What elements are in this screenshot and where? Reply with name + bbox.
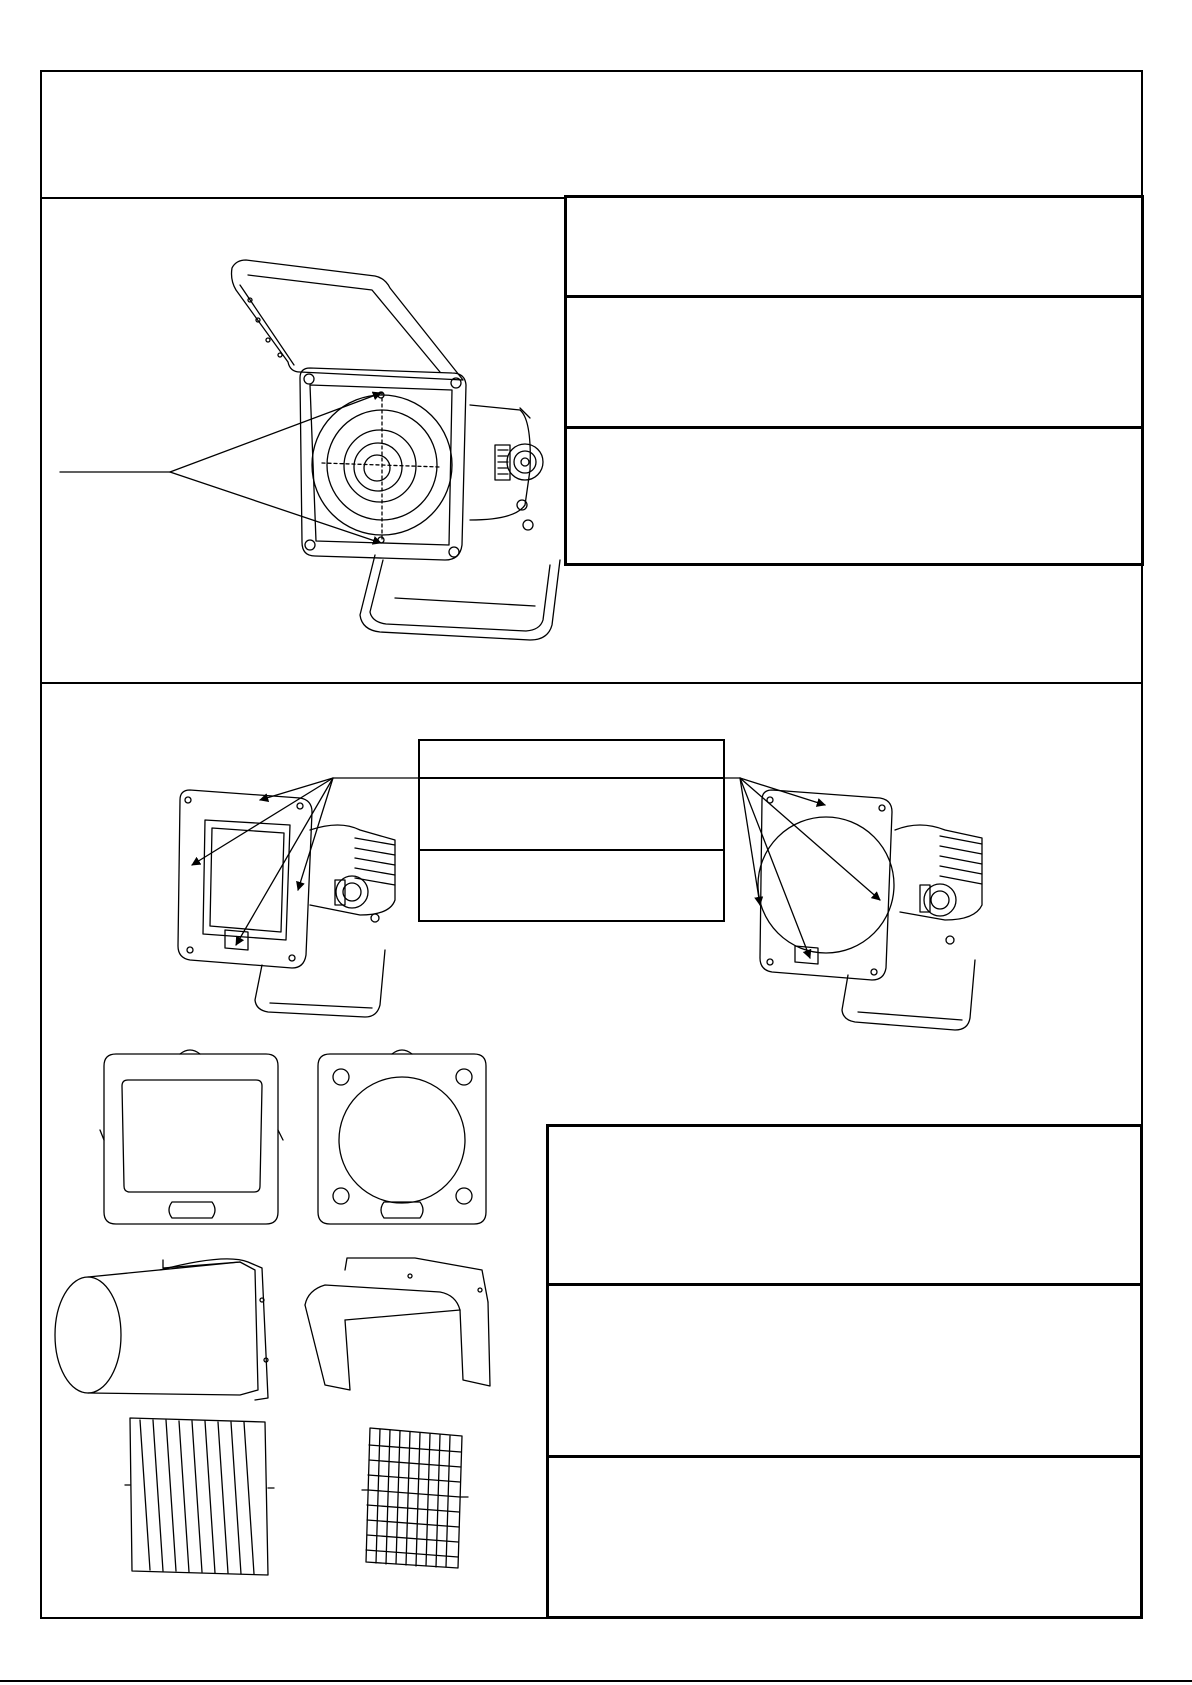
- accessory-hood: [305, 1258, 490, 1390]
- bottom-left-arrow-3: [298, 778, 333, 890]
- accessory-frame-round: [318, 1050, 486, 1224]
- accessory-snoot: [55, 1259, 268, 1400]
- bottom-right-arrow-1: [740, 778, 825, 805]
- accessory-frame-square: [100, 1050, 283, 1224]
- bottom-left-floodlight-illustration: [178, 790, 395, 1017]
- accessory-grid: [362, 1428, 468, 1568]
- accessory-louvers: [125, 1418, 274, 1575]
- top-callout-arrow-1: [170, 393, 381, 472]
- bottom-left-arrow-4: [236, 778, 333, 945]
- top-floodlight-illustration: [232, 260, 561, 640]
- bottom-right-arrow-4: [740, 778, 810, 958]
- bottom-right-arrow-2: [740, 778, 760, 905]
- top-callout-arrow-2: [170, 472, 381, 543]
